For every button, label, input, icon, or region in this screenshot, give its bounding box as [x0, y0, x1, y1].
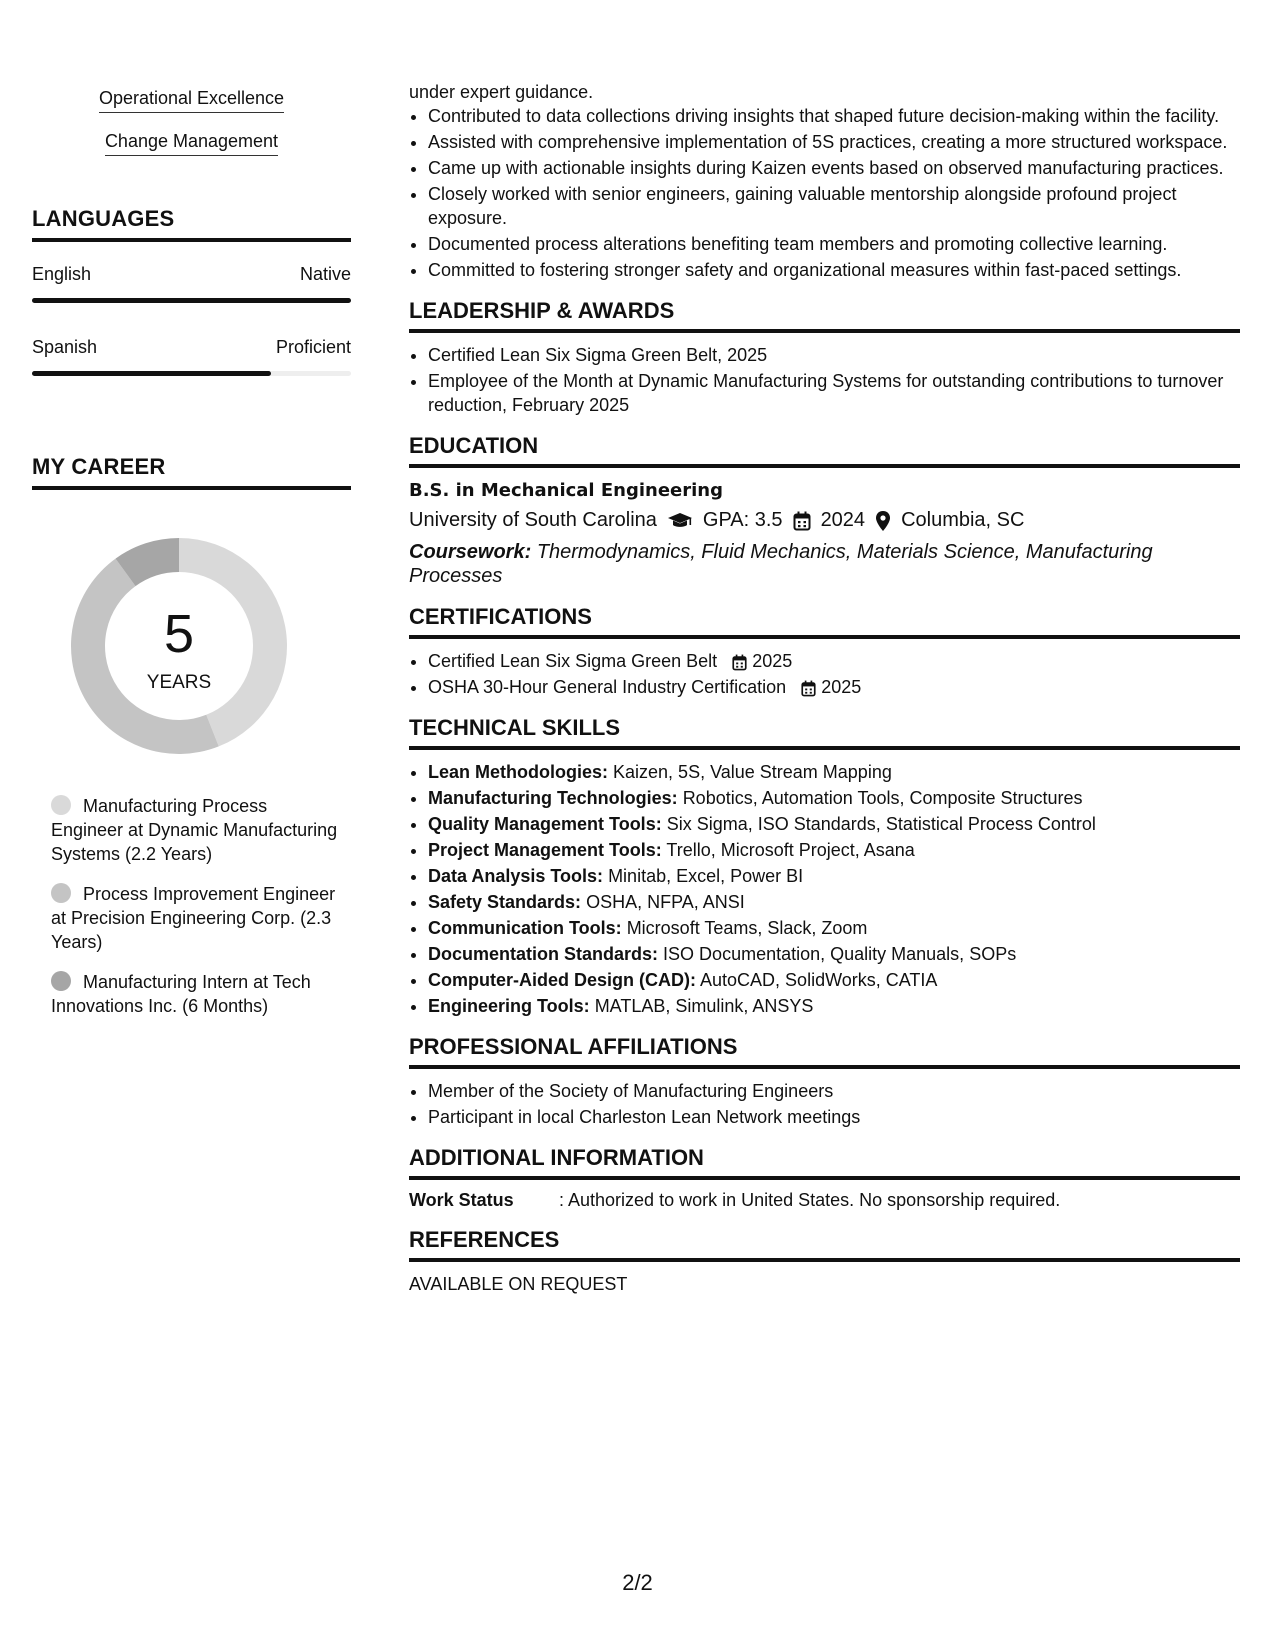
experience-bullet: • Came up with actionable insights during Kaizen events based on observed manufacturing practices.	[428, 156, 1240, 180]
technical-skill-item	[428, 968, 1240, 992]
certification-item	[428, 649, 1240, 673]
skill-category: Communication Tools:	[428, 918, 622, 938]
language-level-bar	[32, 298, 351, 303]
skill-category: Lean Methodologies:	[428, 762, 608, 782]
language-item	[32, 264, 351, 303]
skill-category: Documentation Standards:	[428, 944, 659, 964]
education-meta	[409, 509, 1240, 532]
location-pin-icon	[875, 510, 891, 532]
skill-values: AutoCAD, SolidWorks, CATIA	[700, 970, 938, 990]
legend-dot-icon	[51, 883, 71, 903]
calendar-icon	[793, 511, 811, 531]
career-legend	[51, 794, 341, 1018]
education-school: University of South Carolina	[409, 509, 657, 531]
skill-values: Kaizen, 5S, Value Stream Mapping	[613, 762, 892, 782]
career-heading: MY CAREER	[32, 454, 351, 490]
skill-values: Robotics, Automation Tools, Composite Structures	[682, 788, 1083, 808]
technical-skill-item	[428, 864, 1240, 888]
experience-bullet: • Assisted with comprehensive implementation of 5S practices, creating a more structured workspace.	[428, 130, 1240, 154]
languages-heading: LANGUAGES	[32, 206, 351, 242]
career-legend-label: Manufacturing Process Engineer at Dynamic Manufacturing Systems (2.2 Years)	[51, 796, 338, 864]
career-legend-item	[51, 970, 341, 1018]
leadership-heading: LEADERSHIP & AWARDS	[409, 298, 1240, 333]
calendar-icon	[801, 680, 816, 697]
leadership-item: • Employee of the Month at Dynamic Manufacturing Systems for outstanding contributions to turnover reduction, February 2025	[428, 369, 1240, 417]
language-level: Native	[299, 264, 351, 284]
skill-values: Microsoft Teams, Slack, Zoom	[626, 918, 868, 938]
certifications-heading: CERTIFICATIONS	[409, 604, 1240, 639]
affiliation-item: • Participant in local Charleston Lean Network meetings	[428, 1105, 1240, 1129]
education-heading: EDUCATION	[409, 433, 1240, 468]
technical-skills-list	[409, 760, 1240, 1018]
skill-values: MATLAB, Simulink, ANSYS	[594, 996, 814, 1016]
skills-list	[32, 82, 351, 168]
certification-name: Certified Lean Six Sigma Green Belt	[428, 651, 718, 671]
technical-skills-heading: TECHNICAL SKILLS	[409, 715, 1240, 750]
career-legend-label: Process Improvement Engineer at Precision Engineering Corp. (2.3 Years)	[51, 884, 336, 952]
skill-tag: Operational Excellence	[99, 88, 284, 113]
work-status-label: Work Status	[409, 1190, 514, 1210]
technical-skill-item	[428, 786, 1240, 810]
languages-section	[32, 206, 351, 376]
experience-continued	[409, 80, 1240, 282]
experience-bullet: • Committed to fostering stronger safety and organizational measures within fast-paced settings.	[428, 258, 1240, 282]
affiliation-item: • Member of the Society of Manufacturing Engineers	[428, 1079, 1240, 1103]
certification-name: OSHA 30-Hour General Industry Certification	[428, 677, 787, 697]
certifications-list	[409, 649, 1240, 699]
skill-values: OSHA, NFPA, ANSI	[586, 892, 745, 912]
affiliations-list	[409, 1079, 1240, 1129]
career-donut-chart	[67, 534, 291, 758]
skill-category: Data Analysis Tools:	[428, 866, 604, 886]
language-level: Proficient	[275, 337, 351, 357]
references-text: AVAILABLE ON REQUEST	[409, 1274, 628, 1294]
career-section	[32, 454, 351, 1018]
language-name: Spanish	[32, 337, 98, 357]
education-entry	[409, 480, 1240, 588]
experience-bullet: • Documented process alterations benefiting team members and promoting collective learning.	[428, 232, 1240, 256]
language-item	[32, 337, 351, 376]
leadership-item: • Certified Lean Six Sigma Green Belt, 2025	[428, 343, 1240, 367]
page-number: 2/2	[622, 1570, 653, 1595]
technical-skill-item	[428, 838, 1240, 862]
language-level-bar	[32, 371, 351, 376]
skill-category: Safety Standards:	[428, 892, 582, 912]
career-legend-item	[51, 882, 341, 954]
skill-category: Manufacturing Technologies:	[428, 788, 678, 808]
skill-values: Six Sigma, ISO Standards, Statistical Process Control	[666, 814, 1096, 834]
additional-info-heading: ADDITIONAL INFORMATION	[409, 1145, 1240, 1180]
graduation-cap-icon	[667, 511, 693, 531]
experience-bullets	[409, 104, 1240, 282]
career-total-unit: YEARS	[146, 672, 212, 693]
coursework-list: Thermodynamics, Fluid Mechanics, Materials Science, Manufacturing Processes	[409, 541, 1153, 587]
language-level-fill	[32, 298, 351, 303]
skill-category: Computer-Aided Design (CAD):	[428, 970, 696, 990]
legend-dot-icon	[51, 795, 71, 815]
skill-values: Minitab, Excel, Power BI	[608, 866, 804, 886]
legend-dot-icon	[51, 971, 71, 991]
skill-category: Quality Management Tools:	[428, 814, 662, 834]
experience-lead-text: under expert guidance.	[409, 82, 594, 102]
skill-values: Trello, Microsoft Project, Asana	[666, 840, 915, 860]
technical-skill-item	[428, 916, 1240, 940]
skill-tag: Change Management	[105, 131, 278, 156]
certification-year: 2025	[752, 651, 793, 671]
technical-skill-item	[428, 760, 1240, 784]
education-degree: B.S. in Mechanical Engineering	[409, 480, 724, 501]
education-year: 2024	[820, 509, 866, 531]
language-level-fill	[32, 371, 271, 376]
certification-item	[428, 675, 1240, 699]
coursework-label: Coursework:	[409, 541, 532, 563]
leadership-list	[409, 343, 1240, 417]
affiliations-heading: PROFESSIONAL AFFILIATIONS	[409, 1034, 1240, 1069]
education-location: Columbia, SC	[901, 509, 1025, 531]
technical-skill-item	[428, 890, 1240, 914]
certification-year: 2025	[821, 677, 862, 697]
language-name: English	[32, 264, 92, 284]
technical-skill-item	[428, 812, 1240, 836]
career-total-number: 5	[163, 604, 195, 664]
calendar-icon	[732, 654, 747, 671]
career-legend-item	[51, 794, 341, 866]
skill-values: ISO Documentation, Quality Manuals, SOPs	[663, 944, 1017, 964]
additional-info-row	[409, 1190, 1240, 1211]
education-gpa: GPA: 3.5	[702, 509, 783, 531]
left-column	[32, 82, 351, 1034]
right-column	[409, 80, 1240, 1295]
experience-bullet: • Closely worked with senior engineers, gaining valuable mentorship alongside profound project exposure.	[428, 182, 1240, 230]
education-coursework	[409, 540, 1240, 588]
technical-skill-item	[428, 942, 1240, 966]
experience-bullet: • Contributed to data collections driving insights that shaped future decision-making within the facility.	[428, 104, 1240, 128]
work-status-value: : Authorized to work in United States. No sponsorship required.	[559, 1190, 1061, 1210]
skill-category: Project Management Tools:	[428, 840, 662, 860]
skill-category: Engineering Tools:	[428, 996, 590, 1016]
technical-skill-item	[428, 994, 1240, 1018]
career-legend-label: Manufacturing Intern at Tech Innovations Inc. (6 Months)	[51, 972, 311, 1016]
references-heading: REFERENCES	[409, 1227, 1240, 1262]
